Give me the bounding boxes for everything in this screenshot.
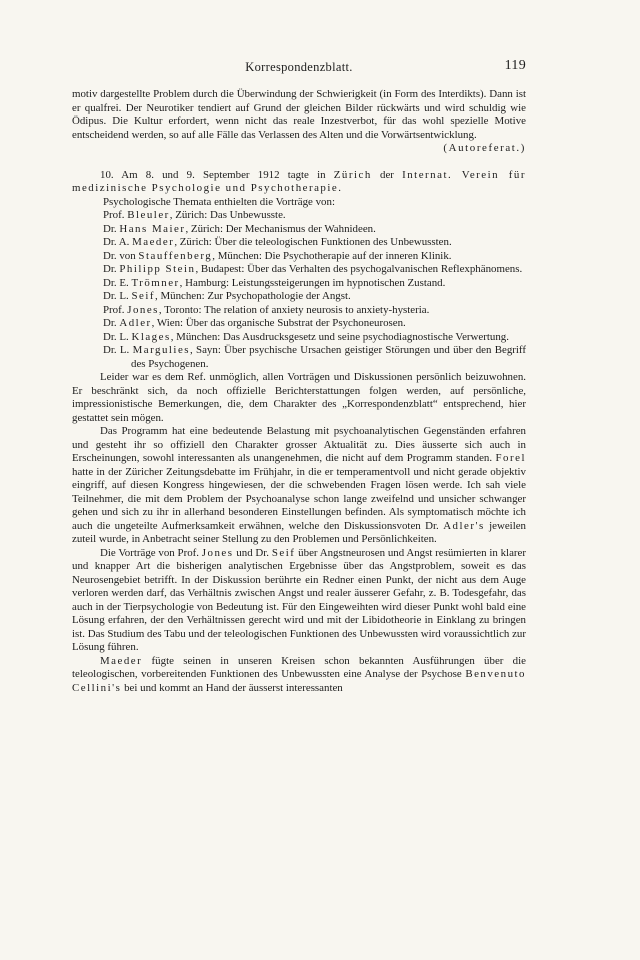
talk-title-prefix: Dr. von <box>103 249 136 262</box>
talk-item <box>72 236 526 250</box>
person-name: Adler's <box>443 519 485 532</box>
talk-title-prefix: Dr. L. <box>103 290 129 302</box>
talk-topic: , Zürich: Das Unbewusste. <box>169 209 286 221</box>
talk-item <box>72 331 526 345</box>
talk-topic: , München: Zur Psychopathologie der Angst. <box>155 290 351 302</box>
talk-title-prefix: Dr. <box>103 263 117 275</box>
talk-topic: , Wien: Über das organische Substrat der Psychoneurosen. <box>151 317 406 329</box>
person-name: Forel <box>495 452 526 464</box>
talk-topic: , Zürich: Über die teleologischen Funktionen des Unbewussten. <box>174 236 452 248</box>
speaker-name: Hans Maier <box>119 222 186 235</box>
text-run: Das Programm hat eine bedeutende Belastung mit psychoanalytischen Gegenständen erfahren und gesteht ihr so offiziell den Charakter grosser Aktualität zu. Dies äusserte sich auch in Erscheinungen, sowohl interessanten als unangenehmen, die nicht auf dem Programm standen. <box>72 425 526 464</box>
autoreferat-signature: (Autoreferat.) <box>443 142 526 154</box>
talk-title-prefix: Dr. E. <box>103 276 129 289</box>
speaker-name: Margulies <box>132 344 191 356</box>
person-name: Maeder <box>100 654 143 667</box>
talk-topic: , Hamburg: Leistungssteigerungen im hypnotischen Zustand. <box>179 276 446 289</box>
section-date: Am 8. und 9. September 1912 tagte in <box>121 168 326 181</box>
section-city: Zürich <box>333 168 372 181</box>
speaker-name: Seif <box>131 290 155 302</box>
talk-item <box>72 223 526 237</box>
talk-list <box>72 209 526 371</box>
talk-topic: , Budapest: Über das Verhalten des psychogalvanischen Reflexphänomens. <box>195 263 523 275</box>
talk-title-prefix: Dr. A. <box>103 236 130 248</box>
text-run: jeweilen zuteil wurde, in Anbetracht seiner Stellung zu den Problemen und Persönlichkeiten. <box>72 519 526 545</box>
text-run: fügte seinen in unseren Kreisen schon bekannten Ausführungen über die teleologischen, vorbereitenden Funktionen des Unbewussten eine Analyse der Psychose <box>72 654 526 680</box>
talk-topic: , München: Die Psychotherapie auf der inneren Klinik. <box>212 249 452 262</box>
text-run: bei und kommt an Hand der äusserst interessanten <box>124 681 343 694</box>
text-run: hatte in der Züricher Zeitungsdebatte im Frühjahr, in die er temperamentvoll und nicht gerade objektiv eingriff, auf diesen Kongress hingewiesen, der die schwebenden Fragen lösen werde. Ich sah viele Teilnehmer, die mit dem Problem der Psychoanalyse schon lange zweifelnd und unsicher schwanger gehen und sich zu ihr in allerhand besonderen Einstellungen befinden. Als symptomatisch möchte ich auch die ungeteilte Aufmerksamkeit erwähnen, welche den Diskussionsvoten Dr. <box>72 465 526 532</box>
paragraph-programm <box>72 425 526 547</box>
talk-item <box>72 344 526 371</box>
person-name: Seif <box>271 546 296 559</box>
talk-title-prefix: Dr. <box>103 317 117 329</box>
text-run: und Dr. <box>236 546 270 559</box>
page-header <box>72 58 526 78</box>
paragraph-continuation: motiv dargestellte Problem durch die Überwindung der Schwierigkeit (in Form des Interdikts). Dann ist er qualfrei. Der Neurotiker tendiert auf Grund der gleichen Bilder rückwärts und wird schuldig wie Ödipus. Die Kultur erfordert, wenn nicht das reale Inzestverbot, für das wohl spezielle Motive entscheidend werden, so auf alle Fälle das Verlassen des Alten und die Vorwärtsentwicklung. <box>72 88 526 141</box>
talk-item <box>72 277 526 291</box>
speaker-name: Philipp Stein <box>119 263 196 275</box>
talk-title-prefix: Dr. <box>103 222 117 235</box>
talk-item <box>72 290 526 304</box>
page-number: 119 <box>504 58 526 73</box>
talk-title-prefix: Dr. L. <box>103 344 130 356</box>
page-body <box>72 88 526 695</box>
running-title: Korrespondenzblatt. <box>245 60 353 74</box>
talk-title-prefix: Prof. <box>103 209 125 221</box>
speaker-name: Stauffenberg <box>138 249 213 262</box>
section-heading-paragraph <box>72 169 526 196</box>
speaker-name: Trömner <box>131 276 180 289</box>
speaker-name: Jones <box>127 303 159 316</box>
talk-item <box>72 209 526 223</box>
speaker-name: Bleuler <box>127 209 170 221</box>
talk-item <box>72 304 526 318</box>
talk-topic: , München: Das Ausdrucksgesetz und seine psychodiagnostische Verwertung. <box>170 330 509 343</box>
talk-title-prefix: Dr. L. <box>103 330 129 343</box>
section-number: 10. <box>100 168 114 181</box>
talk-topic: , Sayn: Über psychische Ursachen geistiger Störungen und über den Begriff des Psychogenen. <box>131 344 526 370</box>
talk-item <box>72 250 526 264</box>
paragraph-maeder <box>72 655 526 696</box>
paragraph-leider: Leider war es dem Ref. unmöglich, allen Vorträgen und Diskussionen persönlich beizuwohnen. Er beschränkt sich, da noch offizielle Berichterstattungen folgen werden, auf persönliche, impressionistische Bemerkungen, die, dem Charakter des „Korrespondenzblatt“ entsprechend, hier gestattet sein mögen. <box>72 371 526 424</box>
section-gap <box>72 156 526 169</box>
talks-intro: Psychologische Themata enthielten die Vorträge von: <box>103 195 335 208</box>
text-run: über Angstneurosen und Angst resümierten in klarer und knapper Art die bisherigen analytischen Ergebnisse über das Angstproblem, soweit es das Neurosengebiet betrifft. In der Diskussion berührte ein Redner einen Punkt, der nicht aus dem Auge verloren werden darf, das Verhältnis zwischen Angst und realer äusserer Gefahr, z. B. Todesgefahr, das auch in der Tierpsychologie von Bedeutung ist. Für den Eingeweihten wird dieser Punkt wohl bald eine Lösung erfahren, der den Verhältnissen gerecht wird und mit der Libidotheorie in Einklang zu bringen ist. Das Studium des Tabu und der teleologischen Funktionen des Unbewussten wird voraussichtlich zur Lösung führen. <box>72 546 526 653</box>
paragraph-vortraege <box>72 547 526 655</box>
speaker-name: Adler <box>119 317 152 329</box>
person-name: Benvenuto Cellini's <box>72 668 526 694</box>
section-society: Internat. Verein für medizinische Psychologie und Psychotherapie. <box>72 168 526 194</box>
talk-item <box>72 317 526 331</box>
talk-topic: , Zürich: Der Mechanismus der Wahnideen. <box>185 222 376 235</box>
talk-topic: , Toronto: The relation of anxiety neurosis to anxiety-hysteria. <box>158 303 430 316</box>
text-run: Die Vorträge von Prof. <box>100 546 199 559</box>
section-connector: der <box>380 168 394 181</box>
speaker-name: Maeder <box>132 236 175 248</box>
person-name: Jones <box>201 546 234 559</box>
speaker-name: Klages <box>131 330 171 343</box>
talk-item <box>72 263 526 277</box>
talk-title-prefix: Prof. <box>103 303 125 316</box>
